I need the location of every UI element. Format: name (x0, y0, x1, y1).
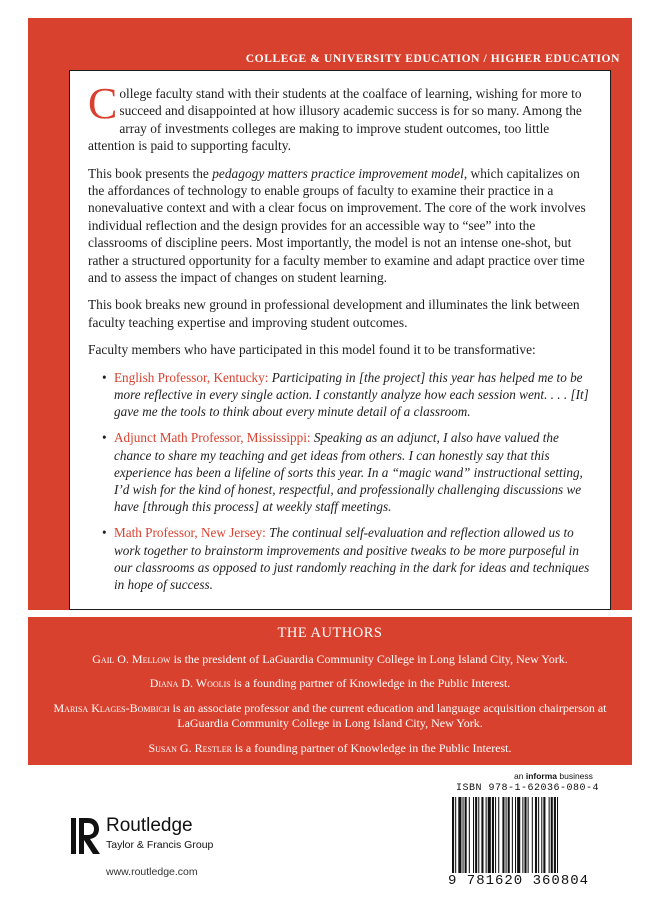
barcode-bar (535, 797, 537, 873)
intro-paragraph-4: Faculty members who have participated in this model found it to be transformative: (88, 342, 536, 358)
barcode-bar (452, 797, 454, 873)
barcode-bar (543, 797, 545, 873)
barcode-bar (528, 797, 529, 873)
category-label: COLLEGE & UNIVERSITY EDUCATION / HIGHER EDUCATION (245, 53, 620, 65)
author-bio: Susan G. Restler is a founding partner of Knowledge in the Public Interest. (148, 740, 512, 755)
barcode-bar (512, 797, 513, 873)
authors-panel (28, 617, 632, 765)
testimonial-quote: Speaking as an adjunct, I also have valued the chance to share my teaching and get ideas from others. I can honestly say that this experience has been a lifeline of sorts this year. In a “magic wand” instructional setting, I’d wish for the kind of honest, respectful, and professionally challenging discussions we have [through this process] at weekly staff meetings. (114, 430, 583, 515)
barcode-bar (488, 797, 491, 873)
drop-cap: C (88, 79, 118, 128)
bullet-icon: • (102, 430, 107, 446)
barcode-bar (508, 797, 510, 873)
author-bio: Marisa Klages-Bombich is an associate professor and the current education and language acquisition chairperson at LaGuardia Community College in Long Island City, New York. (53, 700, 607, 730)
barcode-bar (515, 797, 516, 873)
barcode-bar (495, 797, 496, 873)
description-box (69, 70, 611, 610)
barcode-bar (463, 797, 464, 873)
barcode-bar (524, 797, 526, 873)
authors-heading: THE AUTHORS (277, 625, 383, 641)
testimonial-attribution: Math Professor, New Jersey: (114, 525, 266, 541)
barcode-bar (551, 797, 553, 873)
barcode-bar (492, 797, 494, 873)
barcode-bar (486, 797, 487, 873)
author-bio: Gail O. Mellow is the president of LaGuardia Community College in Long Island City, New York. (92, 651, 568, 666)
model-name: pedagogy matters practice improvement model (212, 165, 464, 181)
isbn-label: ISBN 978-1-62036-080-4 (456, 783, 600, 794)
author-name: Gail O. Mellow (92, 651, 171, 666)
intro-paragraph-2: This book presents the pedagogy matters practice improvement model, which capitalizes on the affordances of technology to enable groups of faculty to examine their practice in a nonevaluative context and with a clear focus on improvement. The core of the work involves individual reflection and the design provides for an accessible way to “see” into the classrooms of discipline peers. Most importantly, the model is not an intense one-shot, but rather a structured opportunity for a faculty member to examine and adapt practice over time and to assess the impact of changes on student learning. (88, 165, 586, 286)
testimonial-quote: Participating in [the project] this year has helped me to be more reflective in every single action. I constantly analyze how each session went. . . . [It] gave me the tools to think about every minute detail of a classroom. (114, 369, 589, 420)
intro-paragraph-3: This book breaks new ground in professional development and illuminates the link between faculty teaching expertise and improving student outcomes. (88, 297, 580, 330)
barcode-bar (478, 797, 479, 873)
author-name: Susan G. Restler (148, 740, 232, 755)
barcode-bar (473, 797, 474, 873)
informa-tagline: an informa business (514, 771, 593, 781)
barcode-bar (498, 797, 499, 873)
publisher-name: Routledge (106, 815, 193, 836)
routledge-logo-icon (70, 815, 102, 857)
testimonial-item (102, 369, 592, 421)
barcode-bar (541, 797, 542, 873)
barcode-bar (532, 797, 533, 873)
isbn-barcode (446, 783, 600, 895)
intro-paragraph-1: College faculty stand with their students at the coalface of learning, wishing for more to succeed and disappointed at how illusory academic success is for so many. Among the array of investments colleges are making to improve student outcomes, too little attention is paid to supporting faculty. (88, 79, 582, 154)
barcode-bar (475, 797, 477, 873)
barcode-bar (549, 797, 550, 873)
testimonial-quote: The continual self-evaluation and reflection allowed us to work together to brainstorm improvements and positive tweaks to be more purposeful in our classrooms as opposed to just randomly reaching in the dark for ideas and techniques in hope of success. (114, 525, 590, 592)
publisher-url: www.routledge.com (106, 866, 198, 878)
bullet-icon: • (102, 369, 107, 385)
bullet-icon: • (102, 525, 107, 541)
author-bio: Diana D. Woolis is a founding partner of Knowledge in the Public Interest. (149, 676, 511, 690)
isbn-digits: 9 781620 360804 (448, 873, 590, 889)
barcode-bar (538, 797, 539, 873)
testimonial-attribution: English Professor, Kentucky: (114, 369, 269, 385)
barcode-bar (469, 797, 470, 873)
barcode-bar (502, 797, 504, 873)
barcode-bar (465, 797, 467, 873)
barcode-bar (458, 797, 461, 873)
testimonial-item (102, 524, 592, 593)
testimonial-list (88, 369, 592, 593)
barcode-bar (481, 797, 483, 873)
barcode-icon (452, 797, 586, 873)
author-name: Diana D. Woolis (149, 676, 231, 690)
barcode-bar (554, 797, 556, 873)
barcode-bar (455, 797, 456, 873)
testimonial-attribution: Adjunct Math Professor, Mississippi: (114, 430, 311, 446)
publisher-group: Taylor & Francis Group (106, 839, 214, 851)
barcode-bar (517, 797, 520, 873)
testimonial-item (102, 429, 592, 515)
barcode-bar (506, 797, 507, 873)
barcode-bar (557, 797, 558, 873)
barcode-bar (522, 797, 523, 873)
author-name: Marisa Klages-Bombich (53, 700, 170, 715)
